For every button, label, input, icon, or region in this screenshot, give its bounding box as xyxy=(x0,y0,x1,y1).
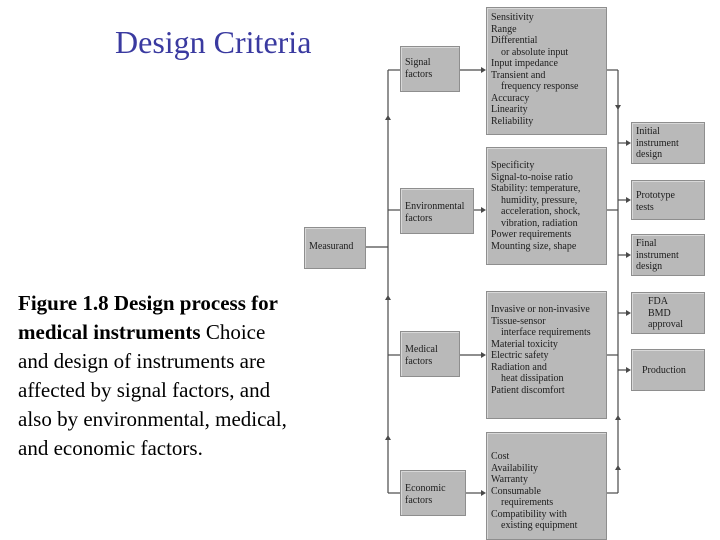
stage-label: instrument xyxy=(636,137,679,149)
measurand-label: Measurand xyxy=(309,241,354,252)
stage-label: instrument xyxy=(636,249,679,261)
factor-label: Medical xyxy=(405,344,438,355)
criteria-item: requirements xyxy=(501,497,554,508)
criteria-item: Input impedance xyxy=(491,58,558,69)
factor-label: factors xyxy=(405,68,433,80)
factor-label: Economic xyxy=(405,483,446,494)
criteria-item: Signal-to-noise ratio xyxy=(491,171,573,183)
signal-factors-box xyxy=(400,46,460,92)
measurand-box xyxy=(304,227,366,269)
medical-factors-box xyxy=(400,331,460,377)
criteria-item: Range xyxy=(491,23,517,35)
criteria-item: Material toxicity xyxy=(491,338,558,350)
criteria-item: or absolute input xyxy=(501,46,569,58)
factor-label: factors xyxy=(405,494,433,506)
criteria-item: Cost xyxy=(491,451,510,462)
stage-initial-design xyxy=(631,122,705,164)
criteria-item: Transient and xyxy=(491,69,546,81)
factor-label: Signal xyxy=(405,57,431,68)
criteria-item: existing equipment xyxy=(501,520,578,531)
stage-label: BMD xyxy=(648,307,671,319)
criteria-item: Electric safety xyxy=(491,350,549,361)
stage-label: approval xyxy=(648,319,683,330)
criteria-item: Linearity xyxy=(491,104,528,115)
slide-title: Design Criteria xyxy=(115,24,312,60)
criteria-item: heat dissipation xyxy=(501,373,564,384)
criteria-item: acceleration, shock, xyxy=(501,206,581,217)
environmental-criteria-list xyxy=(486,147,607,265)
stage-label: Initial xyxy=(636,126,660,137)
criteria-item: Compatibility with xyxy=(491,508,567,520)
stage-prototype-tests xyxy=(631,180,705,220)
criteria-item: Specificity xyxy=(491,160,535,171)
criteria-item: Sensitivity xyxy=(491,12,534,23)
criteria-item: Warranty xyxy=(491,474,528,485)
criteria-item: Mounting size, shape xyxy=(491,240,577,252)
criteria-item: Patient discomfort xyxy=(491,384,565,396)
caption-text: Choice and design of instruments are affected by signal factors, and also by environmental, medical, and economic factors. xyxy=(18,320,287,460)
stage-production xyxy=(631,349,705,391)
figure-label: Figure 1.8 Design process for medical instruments xyxy=(18,291,278,344)
criteria-item: Stability: temperature, xyxy=(491,183,581,194)
criteria-item: Accuracy xyxy=(491,92,530,104)
factor-label: Environmental xyxy=(405,201,465,212)
stage-label: FDA xyxy=(648,296,669,307)
signal-criteria-list xyxy=(486,7,607,135)
criteria-item: vibration, radiation xyxy=(501,217,578,229)
criteria-item: Availability xyxy=(491,462,539,474)
stage-final-design xyxy=(631,234,705,276)
criteria-item: Radiation and xyxy=(491,361,547,373)
stage-label: design xyxy=(636,149,663,160)
criteria-item: Tissue-sensor xyxy=(491,315,546,327)
stage-label: Final xyxy=(636,238,657,249)
criteria-item: humidity, pressure, xyxy=(501,194,578,206)
economic-criteria-list xyxy=(486,432,607,540)
environmental-factors-box xyxy=(400,188,474,234)
stage-label: tests xyxy=(636,201,654,213)
criteria-item: Reliability xyxy=(491,115,534,127)
criteria-item: Differential xyxy=(491,35,538,46)
criteria-item: Power requirements xyxy=(491,229,572,240)
criteria-item: frequency response xyxy=(501,81,579,92)
criteria-item: interface requirements xyxy=(501,327,591,338)
economic-factors-box xyxy=(400,470,466,516)
factor-label: factors xyxy=(405,355,433,367)
stage-fda-approval xyxy=(631,292,705,334)
stage-label: design xyxy=(636,261,663,272)
stage-label: Prototype xyxy=(636,190,675,201)
stage-label: Production xyxy=(642,365,686,376)
factor-label: factors xyxy=(405,212,433,224)
criteria-item: Invasive or non-invasive xyxy=(491,304,590,315)
medical-criteria-list xyxy=(486,291,607,419)
criteria-item: Consumable xyxy=(491,485,541,497)
